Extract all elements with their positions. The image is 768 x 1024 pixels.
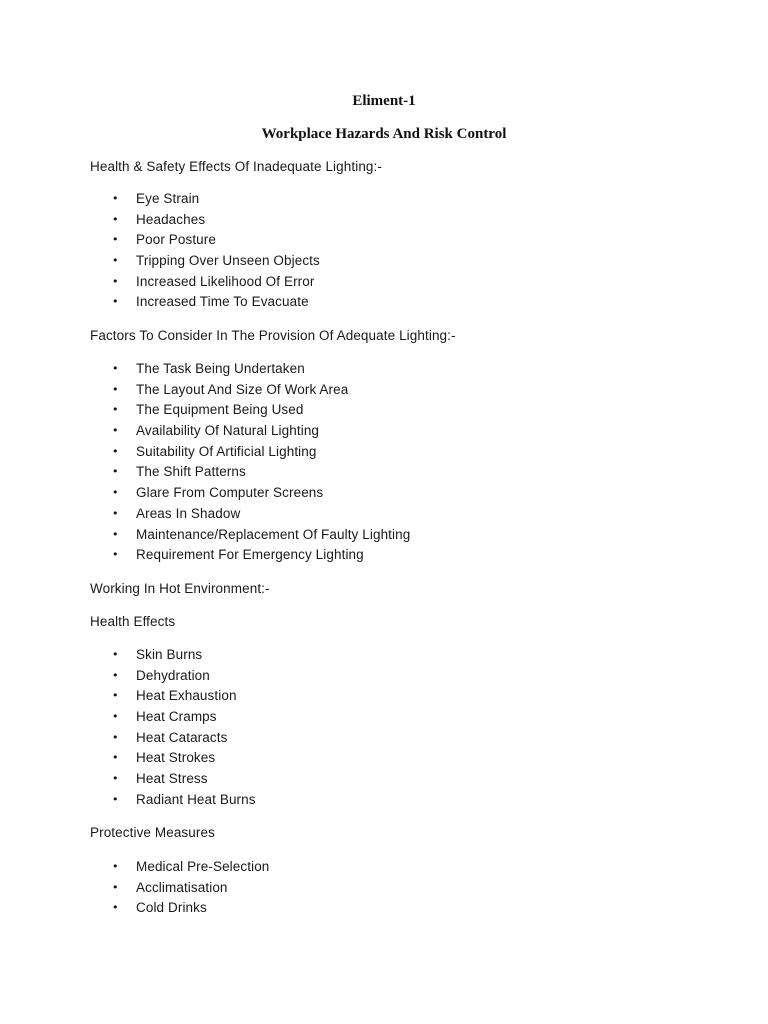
- bullet-icon: •: [112, 403, 119, 417]
- bullet-icon: •: [112, 689, 119, 703]
- bullet-icon: •: [112, 362, 119, 375]
- section-heading-protective-measures: Protective Measures: [90, 825, 215, 840]
- bullet-icon: •: [112, 772, 119, 786]
- bullet-icon: •: [112, 901, 119, 915]
- bullet-icon: •: [112, 192, 119, 205]
- bullet-icon: •: [112, 486, 119, 500]
- bullet-icon: •: [112, 382, 119, 396]
- bullet-icon: •: [112, 792, 119, 806]
- section-heading-lighting-effects: Health & Safety Effects Of Inadequate Lighting:-: [90, 159, 382, 174]
- bullet-icon: •: [112, 444, 119, 458]
- bullet-icon: •: [112, 668, 119, 682]
- page-title: Workplace Hazards And Risk Control: [261, 126, 507, 142]
- bullet-icon: •: [112, 730, 119, 744]
- bullet-icon: •: [112, 648, 119, 661]
- bullet-icon: •: [112, 295, 119, 309]
- document-page: Eliment-1 Workplace Hazards And Risk Control Health & Safety Effects Of Inadequate Lighting:- • Eye Strain • Headaches • Poor Posture • Tripping Over Unseen Objects • Increased Likelihood Of Error • Increased Time To Evacuate Factors To Consider In The Provision Of Adequate Lighting:- • The Task Being Undertaken • The Layout And Size Of Work Area • The Equipment Being Used • Availability Of Natural Lighting • Suitability Of Artificial Lighting • The Shift Patterns • Glare From Computer Screens • Areas In Shadow • Maintenance/Replacement Of Faulty Lighting • Requirement For Emergency Lighting Working In Hot Environment:- Health Effects • Skin Burns • Dehydration • Heat Exhaustion • Heat Cramps • Heat Cataracts • Heat Strokes • Heat Stress • Radiant Heat Burns Protective Measures • Medical Pre-Selection • Acclimatisation • Cold Drinks: [0, 0, 768, 1024]
- section-heading-health-effects: Health Effects: [90, 614, 176, 629]
- bullet-icon: •: [112, 527, 119, 541]
- bullet-icon: •: [112, 880, 119, 894]
- bullet-icon: •: [112, 751, 119, 765]
- bullet-icon: •: [112, 860, 119, 873]
- bullet-icon: •: [112, 274, 119, 288]
- section-heading-lighting-factors: Factors To Consider In The Provision Of Adequate Lighting:-: [90, 328, 456, 343]
- bullet-icon: •: [112, 465, 119, 479]
- section-heading-hot-environment: Working In Hot Environment:-: [90, 581, 270, 596]
- bullet-icon: •: [112, 254, 119, 268]
- bullet-icon: •: [112, 233, 119, 247]
- bullet-icon: •: [112, 212, 119, 226]
- bullet-icon: •: [112, 424, 119, 438]
- element-label: Eliment-1: [352, 93, 416, 109]
- bullet-icon: •: [112, 548, 119, 562]
- bullet-icon: •: [112, 710, 119, 724]
- bullet-icon: •: [112, 506, 119, 520]
